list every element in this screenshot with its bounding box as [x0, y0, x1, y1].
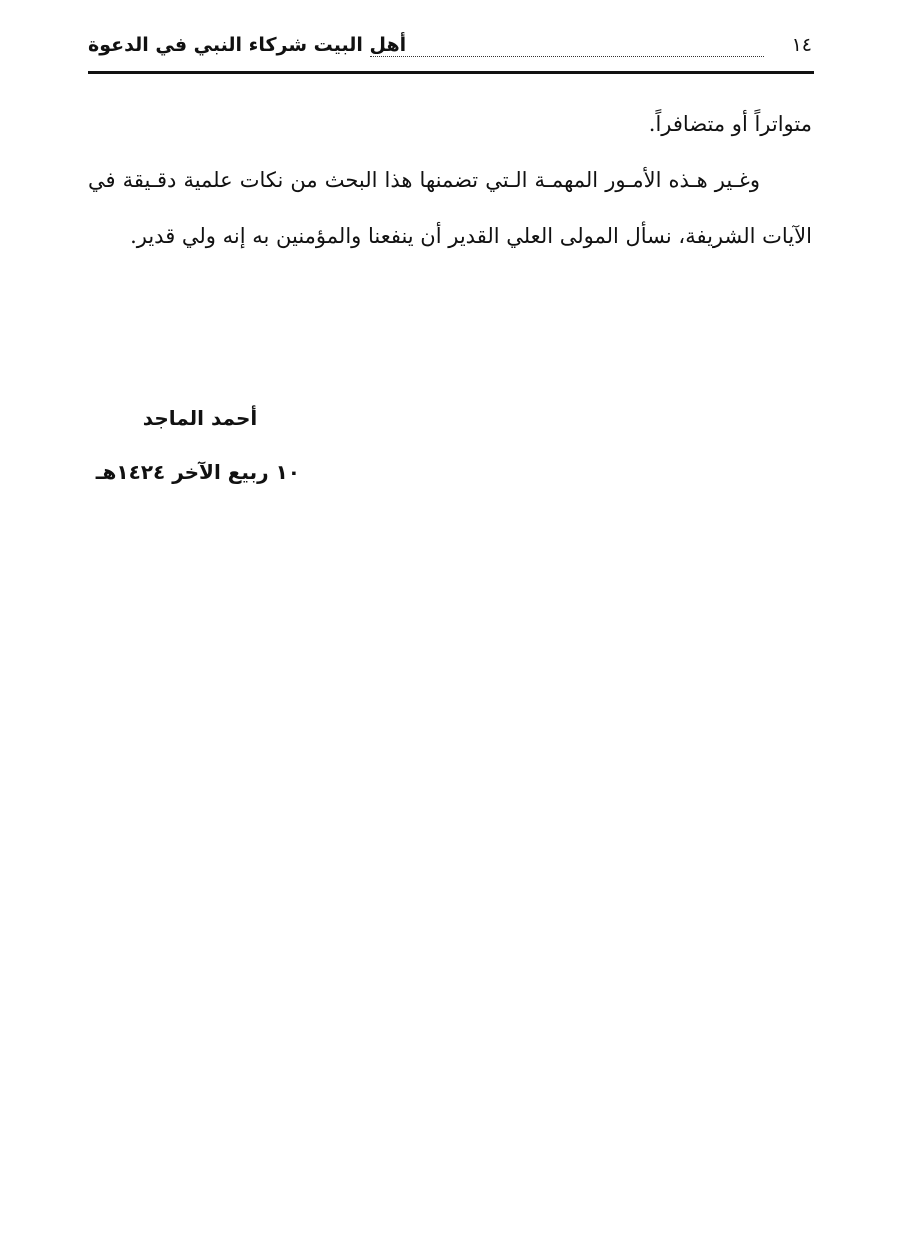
dotted-leader: [370, 56, 764, 57]
signature-block: [80, 406, 300, 484]
body-text: [88, 96, 812, 264]
paragraph-1: متواتراً أو متضافراً.: [648, 112, 812, 136]
page-header: [88, 30, 812, 70]
page-number: ١٤: [791, 34, 812, 56]
signature-date: ١٠ ربيع الآخر ١٤٢٤هـ: [95, 460, 300, 484]
paragraph-2: وغـير هـذه الأمـور المهمـة الـتي تضمنها هذا البحث من نكات علمية دقـيقة في الآيات الشريفة، نسأل المولى العلي القدير أن ينفعنا والمؤمنين به إنه ولي قدير.: [88, 168, 812, 248]
author-name: أحمد الماجد: [142, 406, 258, 430]
running-title: أهل البيت شركاء النبي في الدعوة: [88, 34, 407, 56]
header-rule: [88, 71, 814, 74]
